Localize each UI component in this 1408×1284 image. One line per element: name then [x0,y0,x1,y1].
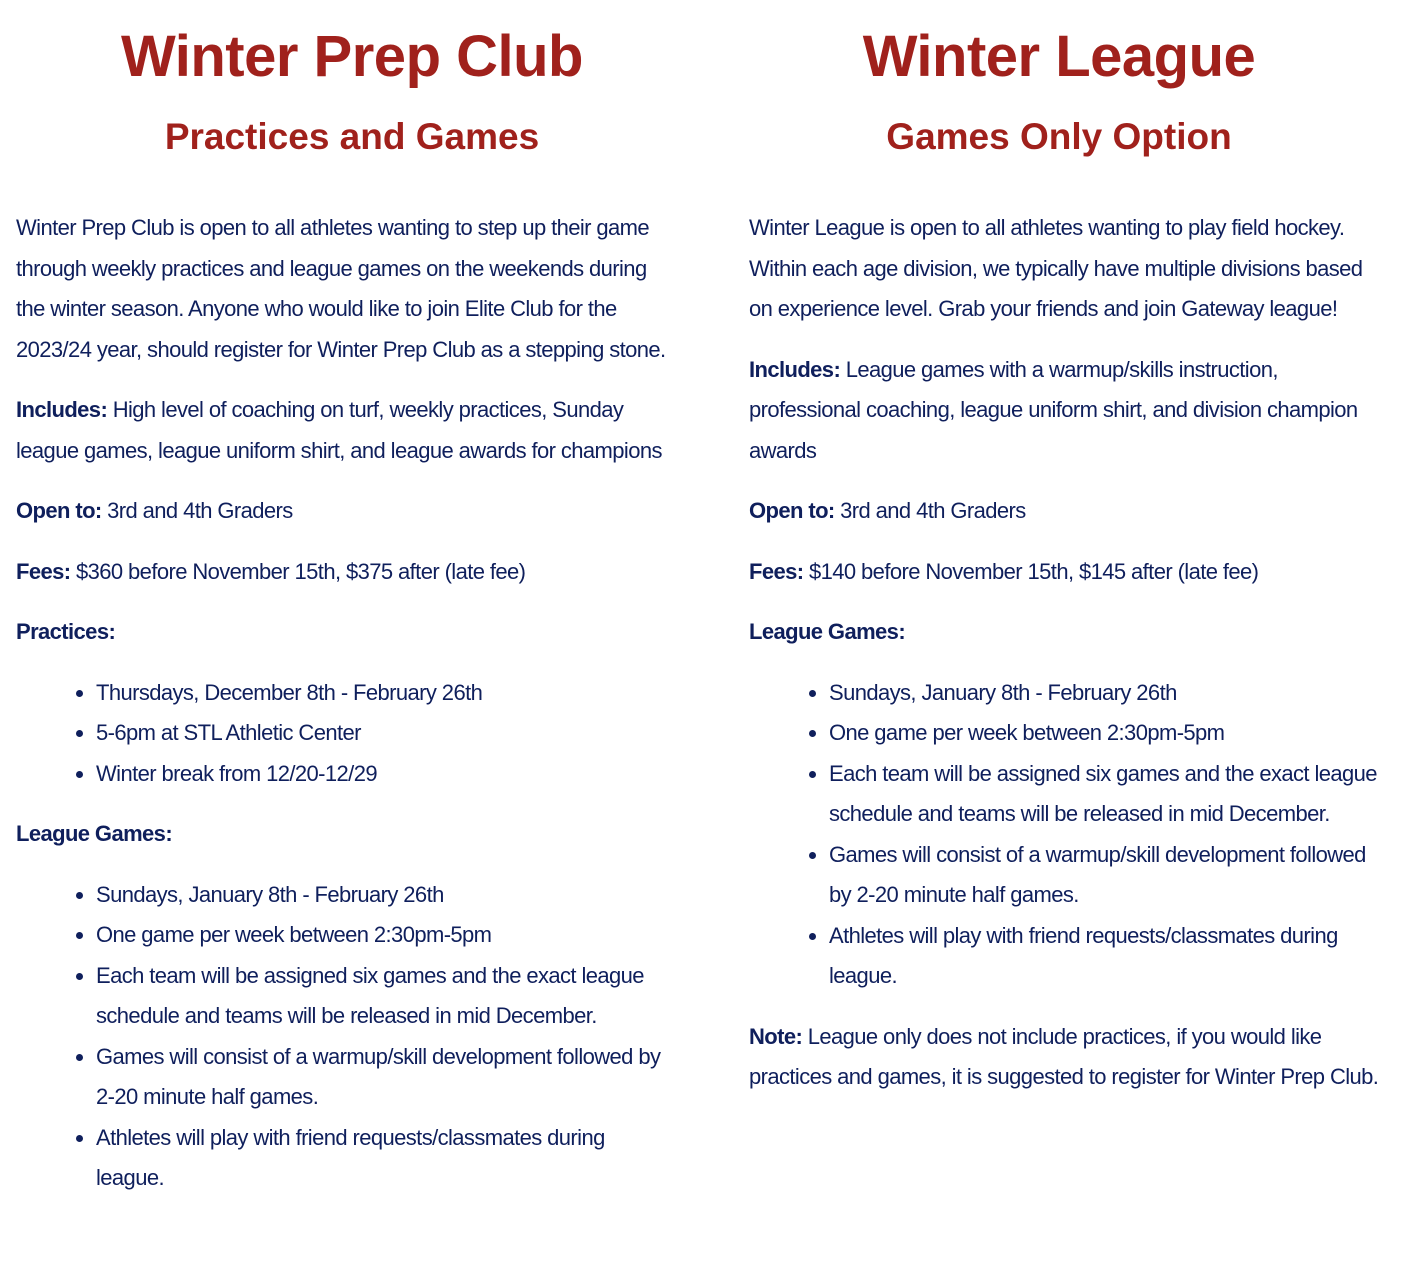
fees-label: Fees: [749,558,804,584]
prep-club-fees [16,552,676,593]
prep-club-league-games-heading [16,814,676,855]
includes-text: League games with a warmup/skills instruction, professional coaching, league uniform shirt, and division champion awards [749,356,1358,463]
prep-club-league-games-list [16,875,676,1199]
includes-label: Includes: [16,397,108,422]
includes-label: Includes: [749,356,841,382]
practices-label: Practices: [16,619,116,644]
list-item: • One game per week between 2:30pm-5pm [96,915,676,956]
list-item: • 5-6pm at STL Athletic Center [96,713,676,754]
fees-text: $360 before November 15th, $375 after (late fee) [70,558,526,584]
open-to-text: 3rd and 4th Graders [834,498,1026,523]
league-fees [749,552,1389,593]
prep-club-body [16,208,676,1219]
league-league-games-list [749,673,1389,997]
league-open-to [749,491,1389,532]
league-includes [749,350,1389,472]
league-note [749,1017,1389,1098]
list-item: • Games will consist of a warmup/skill development followed by 2-20 minute half games. [96,1037,676,1118]
includes-text: High level of coaching on turf, weekly practices, Sunday league games, league uniform shirt, and league awards for champions [16,397,662,463]
list-item: • Games will consist of a warmup/skill development followed by 2-20 minute half games. [829,835,1389,916]
league-games-label: League Games: [749,619,906,644]
list-item: • Each team will be assigned six games and the exact league schedule and teams will be released in mid December. [96,956,676,1037]
league-subtitle: Games Only Option [886,116,1232,157]
prep-club-practices-heading [16,612,676,653]
list-item: • Thursdays, December 8th - February 26th [96,673,676,714]
list-item: • Athletes will play with friend requests/classmates during league. [96,1118,676,1199]
prep-club-includes [16,390,676,471]
prep-club-practices-list [16,673,676,795]
note-text: League only does not include practices, if you would like practices and games, it is suggested to register for Winter Prep Club. [749,1023,1379,1089]
league-body [749,208,1389,1118]
league-league-games-heading [749,612,1389,653]
league-title: Winter League [862,24,1256,89]
prep-club-intro: Winter Prep Club is open to all athletes wanting to step up their game through weekly practices and league games on the weekends during the winter season. Anyone who would like to join Elite Club for the 2023/24 year, should register for Winter Prep Club as a stepping stone. [16,215,666,362]
list-item: • Each team will be assigned six games and the exact league schedule and teams will be released in mid December. [829,754,1389,835]
open-to-label: Open to: [749,498,835,523]
prep-club-subtitle: Practices and Games [164,116,540,157]
list-item: • Athletes will play with friend requests/classmates during league. [829,916,1389,997]
list-item: • Winter break from 12/20-12/29 [96,754,676,795]
open-to-label: Open to: [16,498,102,523]
league-games-label: League Games: [16,821,173,846]
fees-text: $140 before November 15th, $145 after (late fee) [803,558,1259,584]
prep-club-title: Winter Prep Club [121,24,583,89]
league-intro: Winter League is open to all athletes wanting to play field hockey. Within each age division, we typically have multiple divisions based on experience level. Grab your friends and join Gateway league! [749,215,1363,321]
note-label: Note: [749,1023,803,1049]
list-item: • Sundays, January 8th - February 26th [829,673,1389,714]
open-to-text: 3rd and 4th Graders [101,498,293,523]
list-item: • Sundays, January 8th - February 26th [96,875,676,916]
prep-club-open-to [16,491,676,532]
fees-label: Fees: [16,558,71,584]
list-item: • One game per week between 2:30pm-5pm [829,713,1389,754]
